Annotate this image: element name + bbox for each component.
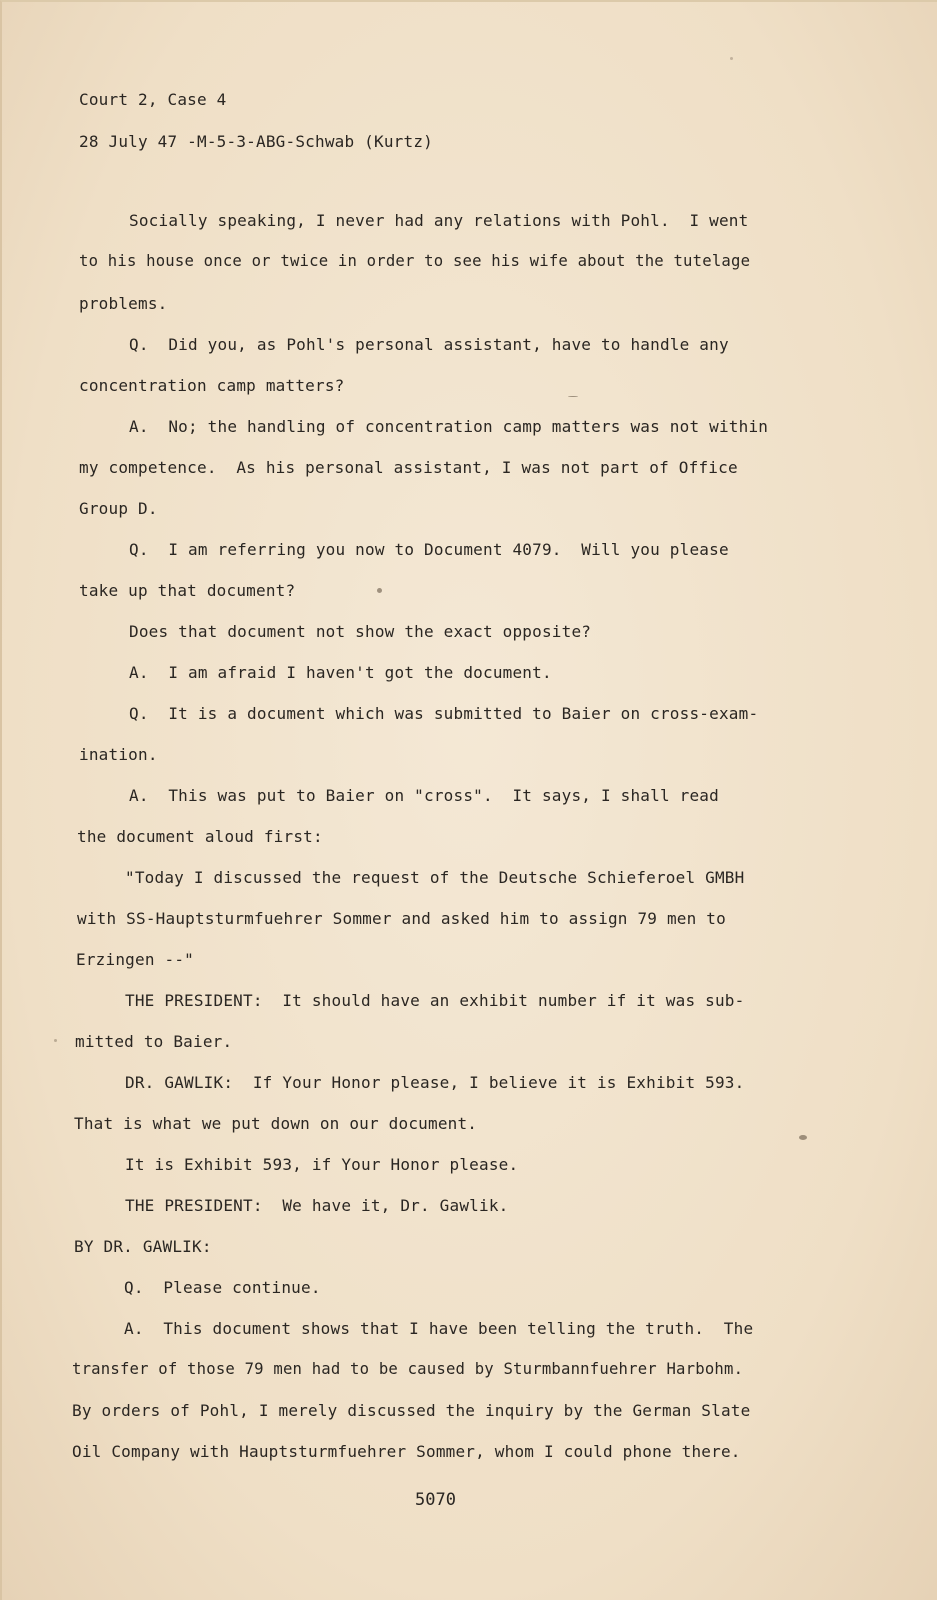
text-line: take up that document? — [79, 581, 296, 600]
paper-speck — [799, 1135, 807, 1140]
text-line: the document aloud first: — [77, 827, 323, 846]
text-line: Q. Did you, as Pohl's personal assistant, have to handle any — [129, 335, 729, 354]
text-line: transfer of those 79 men had to be caused by Sturmbannfuehrer Harbohm. — [72, 1360, 744, 1378]
paper-speck — [377, 588, 382, 593]
text-line: A. I am afraid I haven't got the document. — [129, 663, 552, 682]
text-line: to his house once or twice in order to see his wife about the tutelage — [79, 252, 751, 270]
text-line: "Today I discussed the request of the Deutsche Schieferoel GMBH — [125, 868, 745, 887]
header-court: Court 2, Case 4 — [79, 90, 227, 109]
text-line: By orders of Pohl, I merely discussed the inquiry by the German Slate — [72, 1401, 751, 1420]
text-line: Erzingen --" — [76, 950, 194, 969]
text-line: A. This document shows that I have been telling the truth. The — [124, 1319, 754, 1338]
text-line: Does that document not show the exact opposite? — [129, 622, 592, 641]
text-line: Oil Company with Hauptsturmfuehrer Sommer, whom I could phone there. — [72, 1442, 741, 1461]
text-line: my competence. As his personal assistant, I was not part of Office — [79, 458, 738, 477]
text-line: THE PRESIDENT: It should have an exhibit number if it was sub- — [125, 991, 745, 1010]
paper-speck — [54, 1039, 57, 1042]
text-line: THE PRESIDENT: We have it, Dr. Gawlik. — [125, 1196, 509, 1215]
text-line: Q. I am referring you now to Document 4079. Will you please — [129, 540, 729, 559]
text-line: Socially speaking, I never had any relations with Pohl. I went — [129, 211, 749, 230]
text-line: Q. Please continue. — [124, 1278, 321, 1297]
text-line: Group D. — [79, 499, 158, 518]
text-line: A. This was put to Baier on "cross". It says, I shall read — [129, 786, 719, 805]
text-line: concentration camp matters? — [79, 376, 345, 395]
text-line: It is Exhibit 593, if Your Honor please. — [125, 1155, 519, 1174]
text-line: BY DR. GAWLIK: — [74, 1237, 212, 1256]
text-line: with SS-Hauptsturmfuehrer Sommer and asked him to assign 79 men to — [77, 909, 726, 928]
text-line: That is what we put down on our document. — [74, 1114, 478, 1133]
page-number: 5070 — [415, 1490, 456, 1510]
text-line: problems. — [79, 294, 168, 313]
paper-speck — [568, 396, 578, 397]
paper-speck — [730, 57, 733, 60]
header-session: 28 July 47 -M-5-3-ABG-Schwab (Kurtz) — [79, 132, 433, 151]
text-line: Q. It is a document which was submitted to Baier on cross-exam- — [129, 704, 759, 723]
text-line: ination. — [79, 745, 158, 764]
text-line: mitted to Baier. — [75, 1032, 233, 1051]
text-line: A. No; the handling of concentration camp matters was not within — [129, 417, 769, 436]
text-line: DR. GAWLIK: If Your Honor please, I believe it is Exhibit 593. — [125, 1073, 745, 1092]
